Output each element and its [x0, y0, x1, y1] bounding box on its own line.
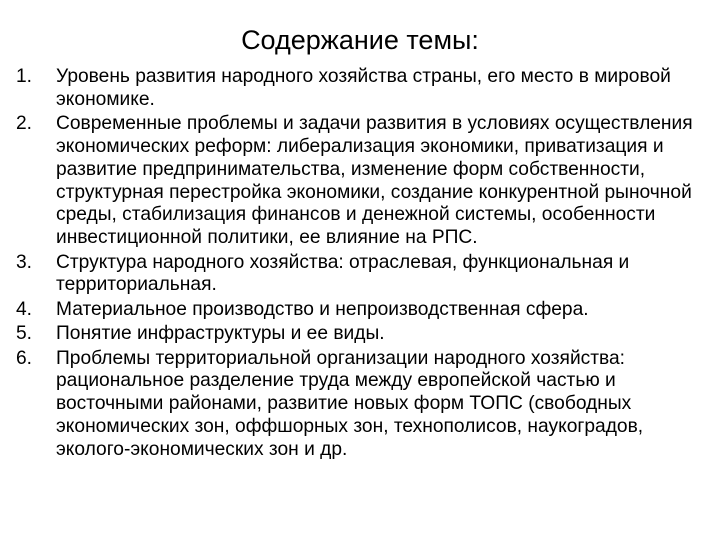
- topic-text: Понятие инфраструктуры и ее виды.: [56, 323, 385, 345]
- topic-text: Уровень развития народного хозяйства страны, его место в мировой экономике.: [56, 66, 671, 110]
- topic-number: 5.: [16, 323, 33, 345]
- topic-item-5: [16, 323, 706, 346]
- topic-item-6: [16, 348, 706, 462]
- slide-title: [0, 24, 720, 56]
- topic-text: Современные проблемы и задачи развития в условиях осуществления экономических реформ: либерализация экономики, приватизация и развитие предпринимательства, изменение форм собственности, структурная перестройка экономики, создание конкурентной рыночной среды, стабилизация финансов и денежной системы, особенности инвестиционной политики, ее влияние на РПС.: [56, 113, 693, 249]
- topic-item-2: [16, 113, 706, 250]
- topic-number: 2.: [16, 113, 33, 135]
- topic-number: 6.: [16, 347, 33, 369]
- topic-number: 3.: [16, 251, 33, 273]
- topic-item-1: [16, 66, 706, 112]
- topic-item-4: [16, 299, 706, 322]
- topic-number: 1.: [16, 66, 33, 87]
- topic-item-3: [16, 252, 706, 298]
- topic-text: Проблемы территориальной организации народного хозяйства: рациональное разделение труда между европейской частью и восточными районами, развитие новых форм ТОПС (свободных экономических зон, оффшорных зон, технополисов, наукоградов, эколого-экономических зон и др.: [56, 347, 644, 460]
- topic-list: [16, 66, 706, 462]
- topic-text: Структура народного хозяйства: отраслевая, функциональная и территориальная.: [56, 251, 630, 296]
- topic-text: Материальное производство и непроизводственная сфера.: [56, 298, 589, 320]
- topic-number: 4.: [16, 298, 33, 320]
- slide-title-text: Содержание темы:: [241, 25, 479, 55]
